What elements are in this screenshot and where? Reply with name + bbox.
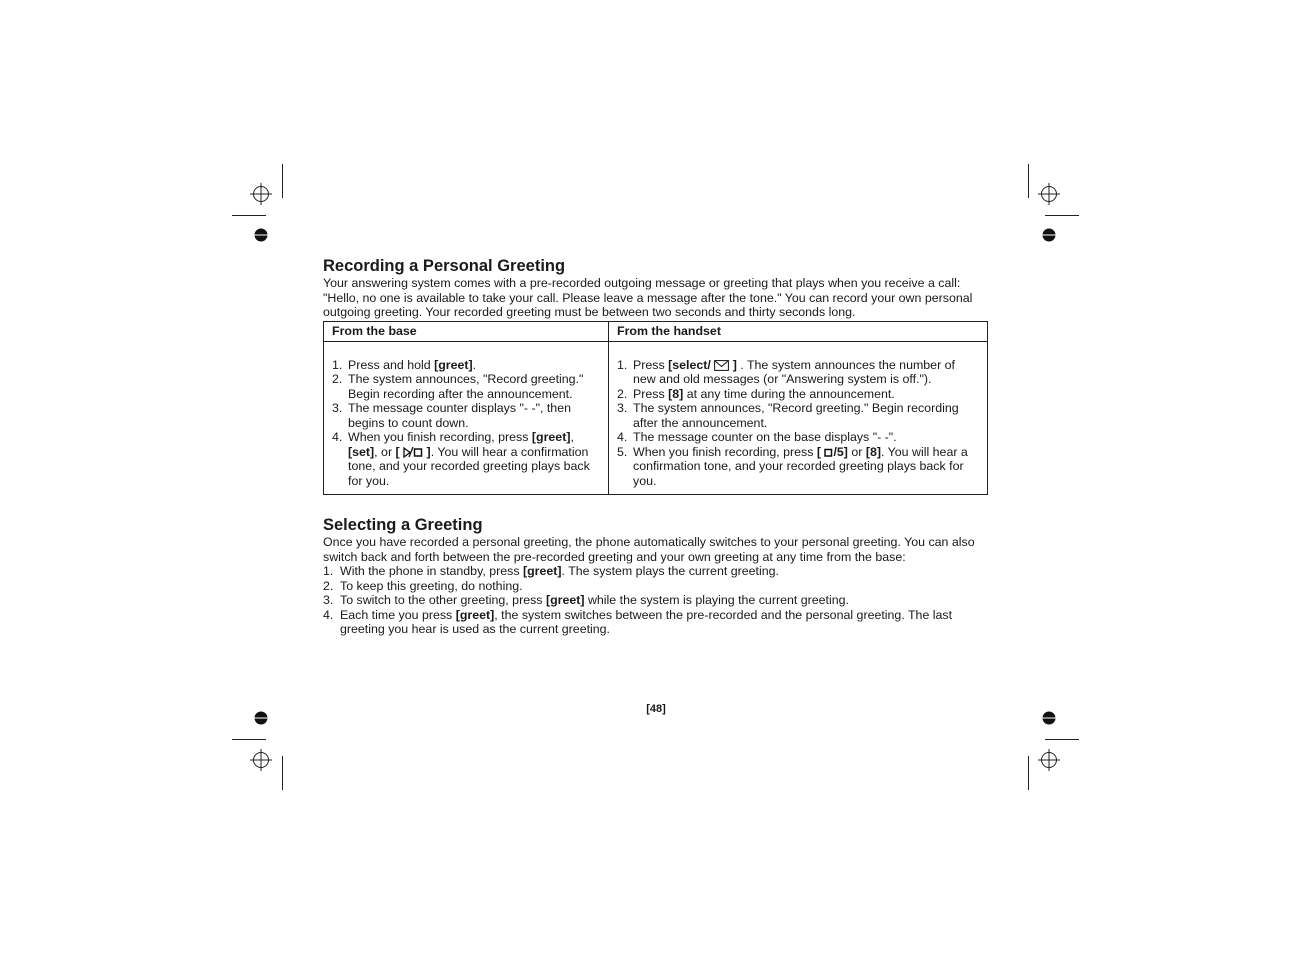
recording-intro-2: "Hello, no one is available to take your call. Please leave a message after the tone." You can record your own personal outgoing greeting. Your recorded greeting must be between two seconds and thirty seconds long. (323, 290, 973, 319)
base-steps-cell (324, 341, 609, 495)
list-item: 3. To switch to the other greeting, press [greet] while the system is playing the current greeting. (323, 593, 849, 607)
manual-page (323, 256, 988, 637)
registration-mark-icon (250, 183, 272, 205)
list-item: 4. Each time you press [greet], the system switches between the pre-recorded and the personal greeting. The last greeting you hear is used as the current greeting. (323, 607, 953, 636)
list-item: 2. Press [8] at any time during the announcement. (617, 386, 895, 401)
registration-dot-icon (254, 229, 268, 242)
selecting-section (323, 515, 988, 637)
list-item: 2. To keep this greeting, do nothing. (323, 578, 523, 593)
handset-steps-list (617, 358, 979, 489)
selecting-intro: Once you have recorded a personal greeting, the phone automatically switches to your personal greeting. You can also switch back and forth between the pre-recorded greeting and your own greeting at any time from the base: (323, 535, 975, 564)
list-item: 1. Press and hold [greet]. (332, 357, 477, 372)
list-item: 2. The system announces, "Record greeting." Begin recording after the announcement. (332, 372, 584, 401)
page-number: [48] (646, 703, 666, 715)
list-item: 3. The system announces, "Record greeting." Begin recording after the announcement. (617, 401, 959, 430)
list-item: 4. The message counter on the base displays "- -". (617, 430, 897, 444)
list-item: 3. The message counter displays "- -", then begins to count down. (332, 401, 571, 430)
base-steps-list (332, 358, 600, 489)
list-item: 5. When you finish recording, press [ /5] or [8]. You will hear a confirmation tone, and your recorded greeting plays back for you. (617, 444, 968, 488)
handset-steps-cell (609, 341, 988, 495)
section-title-selecting: Selecting a Greeting (323, 516, 483, 534)
recording-intro-1: Your answering system comes with a pre-recorded outgoing message or greeting that plays when you receive a call: (323, 276, 961, 290)
selecting-steps-list (323, 564, 988, 637)
registration-mark-icon (1038, 749, 1060, 771)
registration-dot-icon (1042, 229, 1056, 242)
registration-mark-icon (250, 749, 272, 771)
list-item: 1. Press [select/ ] . The system announces the number of new and old messages (or "Answering system is off."). (617, 357, 955, 386)
column-header-handset: From the handset (609, 321, 988, 341)
instructions-table (323, 321, 988, 496)
list-item: 4. When you finish recording, press [greet], [set], or [ ]. You will hear a confirmation tone, and your recorded greeting plays back for you. (332, 430, 590, 488)
section-title-recording: Recording a Personal Greeting (323, 257, 566, 275)
registration-mark-icon (1038, 183, 1060, 205)
play-stop-icon (403, 446, 423, 458)
list-item: 1. With the phone in standby, press [greet]. The system plays the current greeting. (323, 564, 779, 578)
column-header-base: From the base (324, 321, 609, 341)
envelope-icon (714, 360, 729, 371)
